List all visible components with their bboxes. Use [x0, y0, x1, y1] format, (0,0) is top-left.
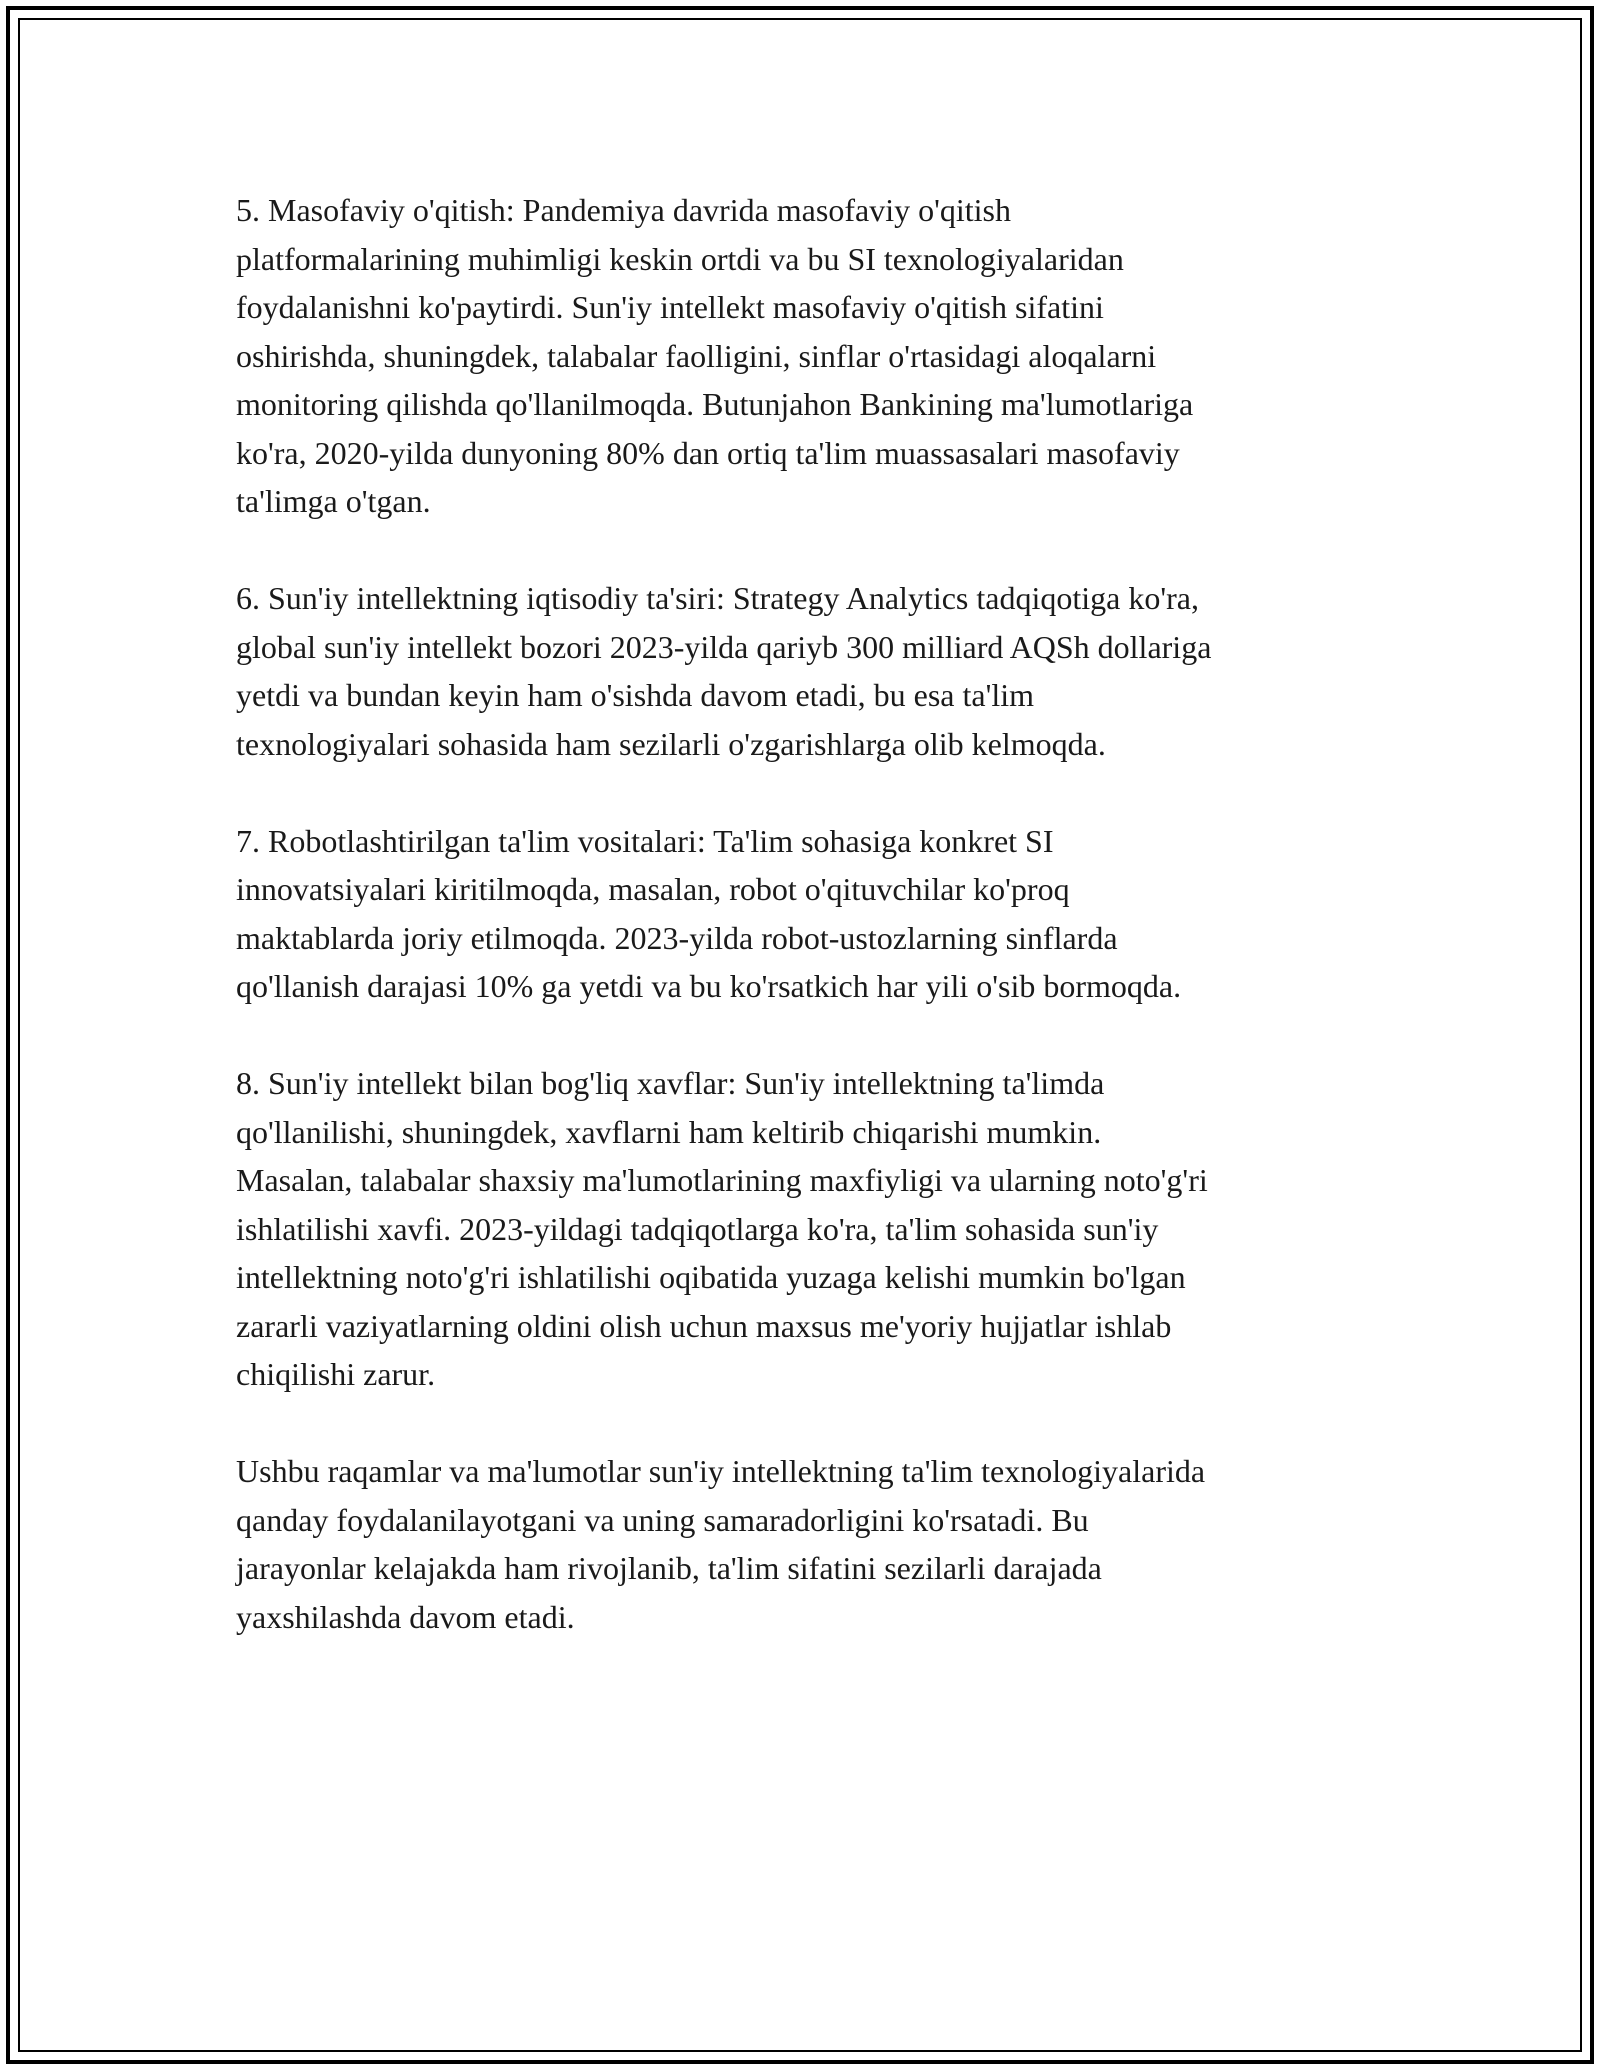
paragraph-remote-learning	[236, 186, 1376, 526]
text-line: innovatsiyalari kiritilmoqda, masalan, robot o'qituvchilar ko'proq	[236, 871, 1070, 907]
text-line: maktablarda joriy etilmoqda. 2023-yilda robot-ustozlarning sinflarda	[236, 919, 1118, 956]
text-line: zararli vaziyatlarning oldini olish uchun maxsus me'yoriy hujjatlar ishlab	[236, 1307, 1172, 1344]
paragraph-economic-impact	[236, 574, 1376, 768]
text-line: 6. Sun'iy intellektning iqtisodiy ta'siri: Strategy Analytics tadqiqotiga ko'ra,	[236, 580, 1199, 616]
text-line: Ushbu raqamlar va ma'lumotlar sun'iy intellektning ta'lim texnologiyalarida	[236, 1453, 1206, 1489]
paragraph-ai-risks	[236, 1059, 1376, 1399]
text-line: ta'limga o'tgan.	[236, 483, 431, 519]
text-line: 5. Masofaviy o'qitish: Pandemiya davrida masofaviy o'qitish	[236, 192, 1011, 228]
text-line: 8. Sun'iy intellekt bilan bog'liq xavflar: Sun'iy intellektning ta'limda	[236, 1065, 1105, 1101]
text-line: qo'llanilishi, shuningdek, xavflarni ham keltirib chiqarishi mumkin.	[236, 1113, 1102, 1150]
text-line: 7. Robotlashtirilgan ta'lim vositalari: Ta'lim sohasiga konkret SI	[236, 822, 1054, 859]
text-line: jarayonlar kelajakda ham rivojlanib, ta'lim sifatini sezilarli darajada	[236, 1550, 1102, 1586]
text-line: ko'ra, 2020-yilda dunyoning 80% dan ortiq ta'lim muassasalari masofaviy	[236, 434, 1180, 471]
text-line: chiqilishi zarur.	[236, 1356, 436, 1392]
text-line: global sun'iy intellekt bozori 2023-yilda qariyb 300 milliard AQSh dollariga	[236, 628, 1212, 665]
text-line: intellektning noto'g'ri ishlatilishi oqibatida yuzaga kelishi mumkin bo'lgan	[236, 1259, 1186, 1295]
text-line: oshirishda, shuningdek, talabalar faolligini, sinflar o'rtasidagi aloqalarni	[236, 337, 1157, 374]
text-line: qanday foydalanilayotgani va uning samaradorligini ko'rsatadi. Bu	[236, 1501, 1089, 1538]
paragraph-robotic-tools	[236, 817, 1376, 1011]
text-line: Masalan, talabalar shaxsiy ma'lumotlarining maxfiyligi va ularning noto'g'ri	[236, 1162, 1208, 1198]
paragraph-conclusion	[236, 1447, 1376, 1641]
text-line: foydalanishni ko'paytirdi. Sun'iy intellekt masofaviy o'qitish sifatini	[236, 289, 1104, 325]
text-line: monitoring qilishda qo'llanilmoqda. Butunjahon Bankining ma'lumotlariga	[236, 386, 1194, 422]
text-line: platformalarining muhimligi keskin ortdi va bu SI texnologiyalaridan	[236, 240, 1124, 277]
text-line: yetdi va bundan keyin ham o'sishda davom etadi, bu esa ta'lim	[236, 677, 1035, 713]
text-line: yaxshilashda davom etadi.	[236, 1598, 575, 1635]
document-body	[236, 186, 1376, 1690]
text-line: texnologiyalari sohasida ham sezilarli o'zgarishlarga olib kelmoqda.	[236, 725, 1106, 762]
text-line: ishlatilishi xavfi. 2023-yildagi tadqiqotlarga ko'ra, ta'lim sohasida sun'iy	[236, 1210, 1159, 1247]
text-line: qo'llanish darajasi 10% ga yetdi va bu ko'rsatkich har yili o'sib bormoqda.	[236, 968, 1182, 1004]
